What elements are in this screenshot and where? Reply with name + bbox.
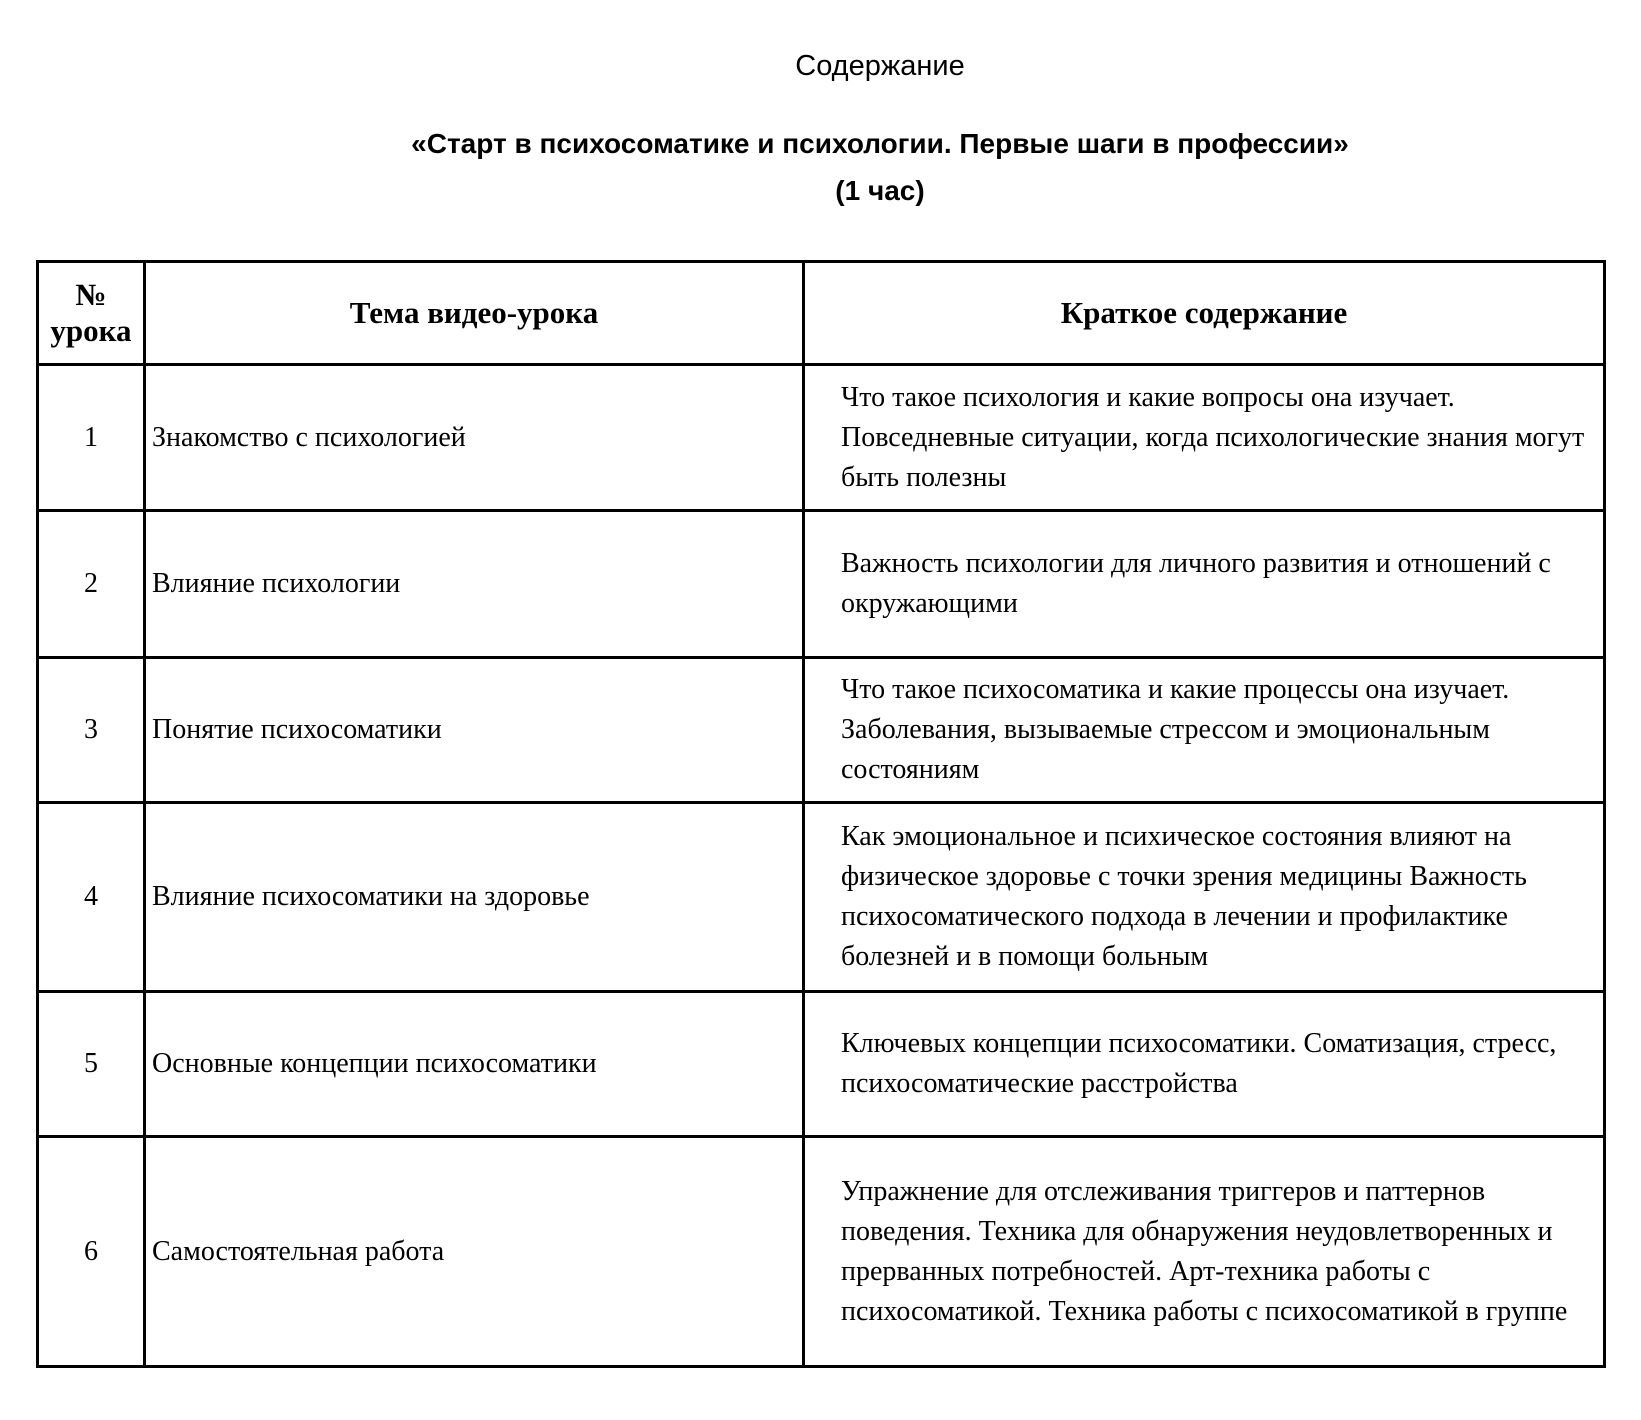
lesson-summary: Что такое психология и какие вопросы она изучает. Повседневные ситуации, когда психологические знания могут быть полезны — [804, 365, 1605, 511]
table-row — [38, 658, 1605, 803]
course-duration: (1 час) — [835, 175, 925, 206]
header-lesson-number — [38, 262, 145, 365]
lesson-summary: Упражнение для отслеживания триггеров и паттернов поведения. Техника для обнаружения неудовлетворенных и прерванных потребностей. Арт-техника работы с психосоматикой. Техника работы с психосоматикой в группе — [804, 1137, 1605, 1367]
lesson-topic: Знакомство с психологией — [145, 365, 804, 511]
lesson-summary: Как эмоциональное и психическое состояния влияют на физическое здоровье с точки зрения медицины Важность психосоматического подхода в лечении и профилактике болезней и в помощи больным — [804, 803, 1605, 992]
course-title: «Старт в психосоматике и психологии. Первые шаги в профессии» — [411, 128, 1349, 159]
lesson-summary: Что такое психосоматика и какие процессы она изучает. Заболевания, вызываемые стрессом и эмоциональным состояниям — [804, 658, 1605, 803]
header-summary: Краткое содержание — [804, 262, 1605, 365]
table-row — [38, 803, 1605, 992]
contents-heading: Содержание — [795, 50, 965, 82]
table-row — [38, 992, 1605, 1137]
lesson-number: 4 — [38, 803, 145, 992]
table-row — [38, 511, 1605, 658]
lesson-number: 1 — [38, 365, 145, 511]
table-row — [38, 365, 1605, 511]
lesson-summary: Ключевых концепции психосоматики. Соматизация, стресс, психосоматические расстройства — [804, 992, 1605, 1137]
header-topic: Тема видео-урока — [145, 262, 804, 365]
lesson-number: 3 — [38, 658, 145, 803]
lesson-topic: Влияние психосоматики на здоровье — [145, 803, 804, 992]
lesson-number: 6 — [38, 1137, 145, 1367]
table-header-row — [38, 262, 1605, 365]
lesson-topic: Влияние психологии — [145, 511, 804, 658]
lesson-topic: Понятие психосоматики — [145, 658, 804, 803]
lessons-table — [36, 260, 1606, 1368]
table-row — [38, 1137, 1605, 1367]
lesson-number: 2 — [38, 511, 145, 658]
lesson-summary: Важность психологии для личного развития и отношений с окружающими — [804, 511, 1605, 658]
header-number-sign: № — [75, 277, 107, 312]
lesson-topic: Основные концепции психосоматики — [145, 992, 804, 1137]
lesson-number: 5 — [38, 992, 145, 1137]
header-number-label: урока — [50, 313, 132, 348]
lesson-topic: Самостоятельная работа — [145, 1137, 804, 1367]
